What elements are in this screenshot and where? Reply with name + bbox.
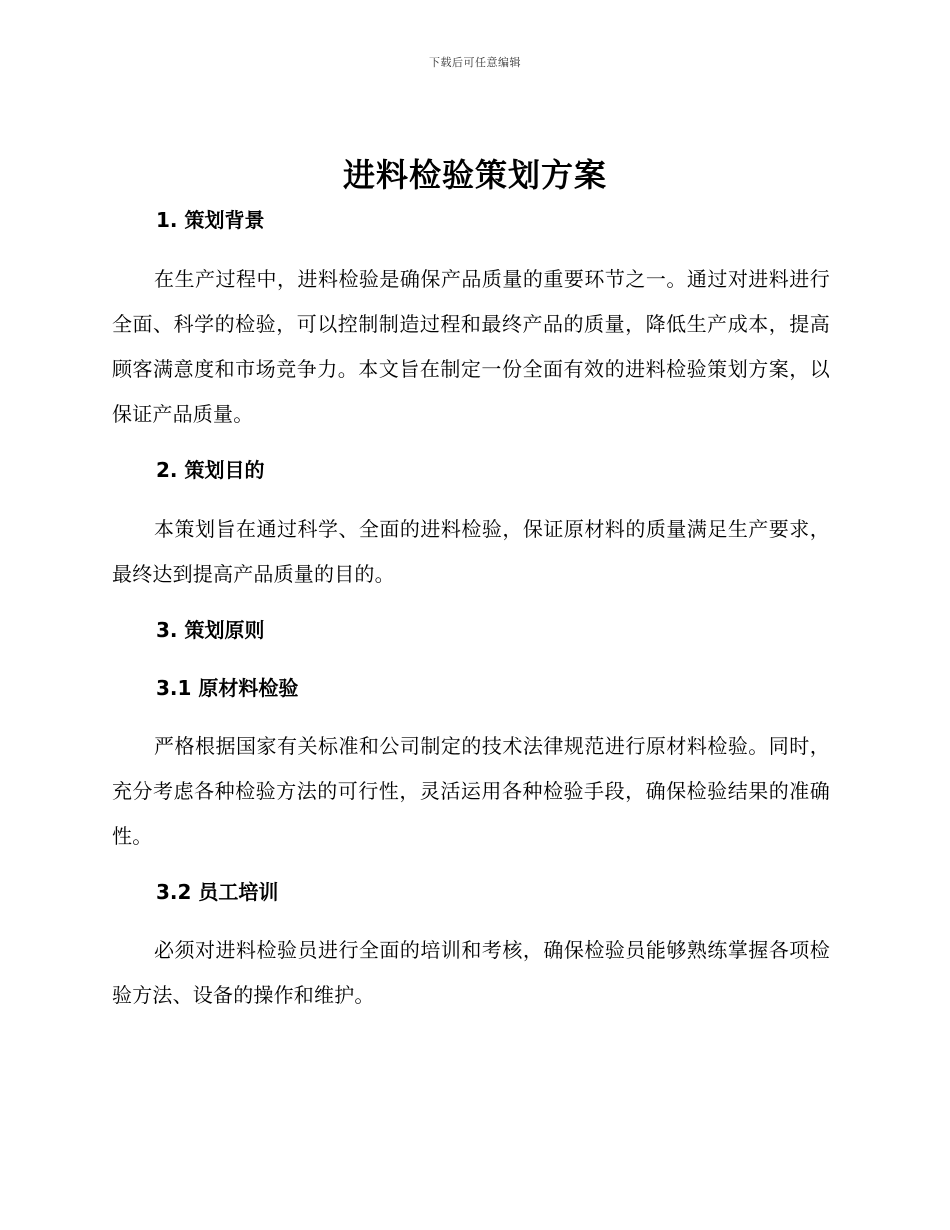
section-heading-raw-material-inspection: 3.1 原材料检验 xyxy=(156,676,299,700)
header-note: 下载后可任意编辑 xyxy=(429,56,521,69)
section-paragraph-purpose: 本策划旨在通过科学、全面的进料检验，保证原材料的质量满足生产要求，最终达到提高产品质量的目的。 xyxy=(112,517,830,586)
section-paragraph-background: 在生产过程中，进料检验是确保产品质量的重要环节之一。通过对进料进行全面、科学的检验，可以控制制造过程和最终产品的质量，降低生产成本，提高顾客满意度和市场竞争力。本文旨在制定一份全面有效的进料检验策划方案，以保证产品质量。 xyxy=(112,267,830,426)
section-heading-background: 1. 策划背景 xyxy=(156,208,265,232)
section-paragraph-staff-training: 必须对进料检验员进行全面的培训和考核，确保检验员能够熟练掌握各项检验方法、设备的操作和维护。 xyxy=(112,938,830,1007)
section-heading-principles: 3. 策划原则 xyxy=(156,618,265,642)
section-paragraph-raw-material-inspection: 严格根据国家有关标准和公司制定的技术法律规范进行原材料检验。同时，充分考虑各种检验方法的可行性，灵活运用各种检验手段，确保检验结果的准确性。 xyxy=(112,734,830,848)
section-heading-staff-training: 3.2 员工培训 xyxy=(156,880,279,904)
document-title: 进料检验策划方案 xyxy=(342,156,607,194)
section-heading-purpose: 2. 策划目的 xyxy=(156,458,265,482)
